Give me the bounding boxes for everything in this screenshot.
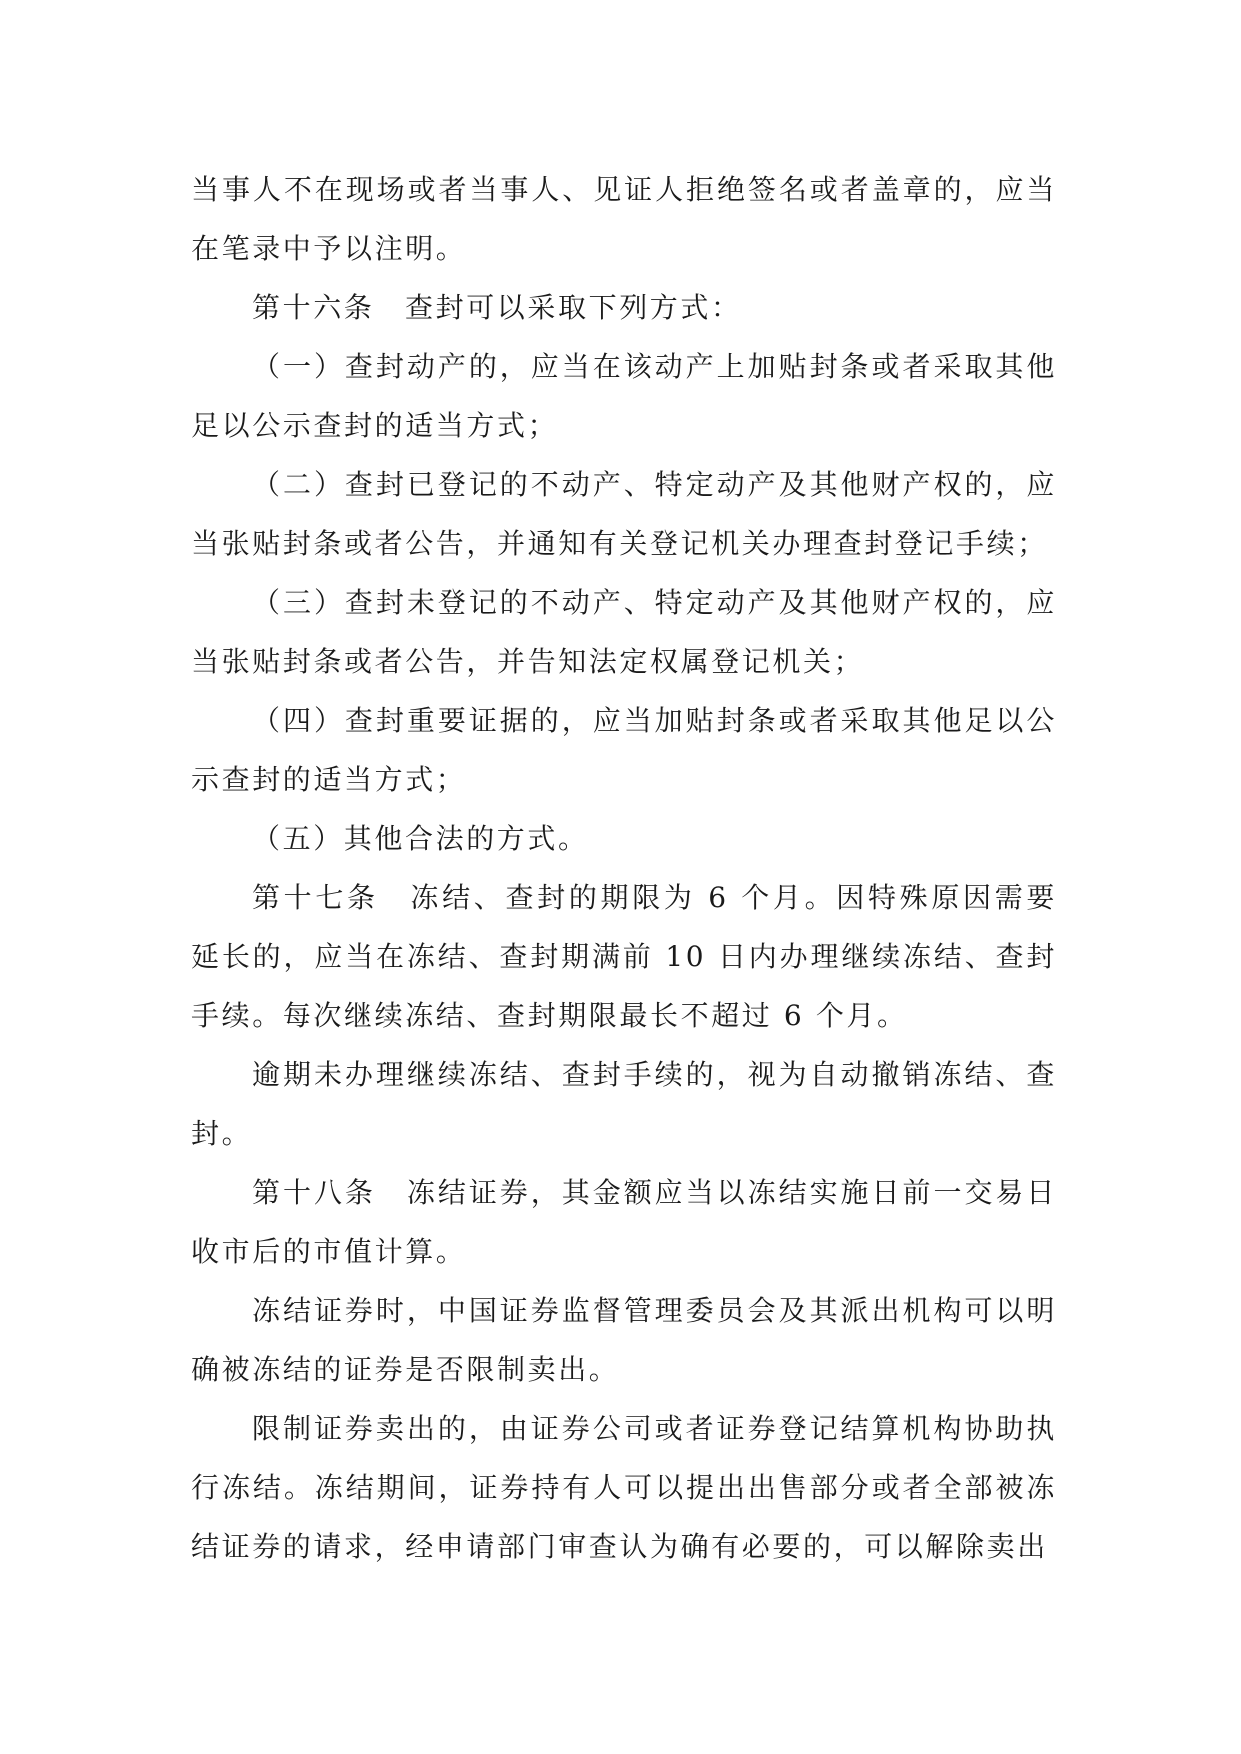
document-body bbox=[191, 160, 1057, 1576]
article-17: 第十七条 冻结、查封的期限为 6 个月。因特殊原因需要延长的，应当在冻结、查封期满前 10 日内办理继续冻结、查封手续。每次继续冻结、查封期限最长不超过 6 个月。 bbox=[191, 881, 1057, 1032]
article-16-item-4: （四）查封重要证据的，应当加贴封条或者采取其他足以公示查封的适当方式； bbox=[191, 704, 1057, 796]
article-16-item-3: （三）查封未登记的不动产、特定动产及其他财产权的，应当张贴封条或者公告，并告知法定权属登记机关； bbox=[191, 586, 1057, 678]
article-18-paragraph-2: 冻结证券时，中国证券监督管理委员会及其派出机构可以明确被冻结的证券是否限制卖出。 bbox=[191, 1294, 1057, 1386]
article-17-paragraph-2: 逾期未办理继续冻结、查封手续的，视为自动撤销冻结、查封。 bbox=[191, 1058, 1057, 1150]
article-16-item-1: （一）查封动产的，应当在该动产上加贴封条或者采取其他足以公示查封的适当方式； bbox=[191, 350, 1057, 442]
paragraph-continuation: 当事人不在现场或者当事人、见证人拒绝签名或者盖章的，应当在笔录中予以注明。 bbox=[191, 173, 1057, 265]
article-16-item-5: （五）其他合法的方式。 bbox=[252, 822, 589, 855]
article-16-item-2: （二）查封已登记的不动产、特定动产及其他财产权的，应当张贴封条或者公告，并通知有关登记机关办理查封登记手续； bbox=[191, 468, 1057, 560]
article-16-heading: 第十六条 查封可以采取下列方式： bbox=[252, 291, 742, 324]
article-18: 第十八条 冻结证券，其金额应当以冻结实施日前一交易日收市后的市值计算。 bbox=[191, 1176, 1057, 1268]
article-18-paragraph-3: 限制证券卖出的，由证券公司或者证券登记结算机构协助执行冻结。冻结期间，证券持有人可以提出出售部分或者全部被冻结证券的请求，经申请部门审查认为确有必要的，可以解除卖出 bbox=[191, 1412, 1057, 1563]
